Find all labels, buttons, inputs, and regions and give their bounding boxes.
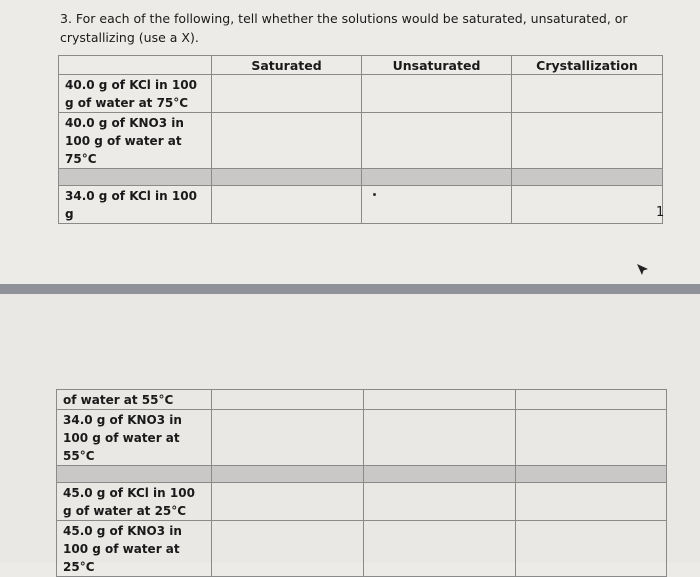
page-divider bbox=[0, 284, 700, 294]
answer-cell-crystallization[interactable] bbox=[512, 75, 663, 113]
spacer-cell bbox=[364, 466, 516, 483]
answer-cell-saturated[interactable] bbox=[212, 186, 362, 224]
spacer-cell bbox=[212, 466, 364, 483]
answer-cell-unsaturated[interactable] bbox=[362, 113, 512, 169]
answer-cell-saturated[interactable] bbox=[212, 75, 362, 113]
answer-cell-unsaturated[interactable] bbox=[362, 75, 512, 113]
answer-cell-saturated[interactable] bbox=[212, 483, 364, 521]
header-crystallization: Crystallization bbox=[512, 56, 663, 75]
stray-dot bbox=[373, 193, 376, 196]
answer-cell-crystallization[interactable] bbox=[516, 483, 667, 521]
answer-table-bottom bbox=[56, 389, 667, 577]
cursor-arrow-icon bbox=[636, 263, 650, 277]
answer-table-top bbox=[58, 55, 663, 224]
header-saturated: Saturated bbox=[212, 56, 362, 75]
row-label: 40.0 g of KNO3 in 100 g of water at 75°C bbox=[59, 113, 212, 169]
question-text: 3. For each of the following, tell whether the solutions would be saturated, unsaturated, or crystallizing (use a X). bbox=[60, 11, 628, 45]
answer-cell-saturated[interactable] bbox=[212, 390, 364, 410]
row-label: 34.0 g of KNO3 in 100 g of water at 55°C bbox=[57, 410, 212, 466]
answer-cell-crystallization[interactable] bbox=[516, 410, 667, 466]
answer-cell-unsaturated[interactable] bbox=[362, 186, 512, 224]
row-label: 40.0 g of KCl in 100 g of water at 75°C bbox=[59, 75, 212, 113]
spacer-cell bbox=[57, 466, 212, 483]
row-label: 45.0 g of KCl in 100 g of water at 25°C bbox=[57, 483, 212, 521]
row-label: 34.0 g of KCl in 100 g bbox=[59, 186, 212, 224]
header-unsaturated: Unsaturated bbox=[362, 56, 512, 75]
spacer-cell bbox=[212, 169, 362, 186]
spacer-cell bbox=[362, 169, 512, 186]
header-blank bbox=[59, 56, 212, 75]
answer-cell-unsaturated[interactable] bbox=[364, 483, 516, 521]
spacer-cell bbox=[516, 466, 667, 483]
answer-cell-saturated[interactable] bbox=[212, 113, 362, 169]
answer-cell-saturated[interactable] bbox=[212, 410, 364, 466]
answer-cell-saturated[interactable] bbox=[212, 521, 364, 577]
answer-cell-crystallization[interactable] bbox=[512, 186, 663, 224]
answer-cell-crystallization[interactable] bbox=[512, 113, 663, 169]
answer-cell-unsaturated[interactable] bbox=[364, 390, 516, 410]
answer-cell-unsaturated[interactable] bbox=[364, 521, 516, 577]
row-label: of water at 55°C bbox=[57, 390, 212, 410]
page-number: 1 bbox=[656, 205, 665, 220]
spacer-cell bbox=[59, 169, 212, 186]
answer-cell-crystallization[interactable] bbox=[516, 521, 667, 577]
answer-cell-crystallization[interactable] bbox=[516, 390, 667, 410]
spacer-cell bbox=[512, 169, 663, 186]
row-label: 45.0 g of KNO3 in 100 g of water at 25°C bbox=[57, 521, 212, 577]
answer-cell-unsaturated[interactable] bbox=[364, 410, 516, 466]
